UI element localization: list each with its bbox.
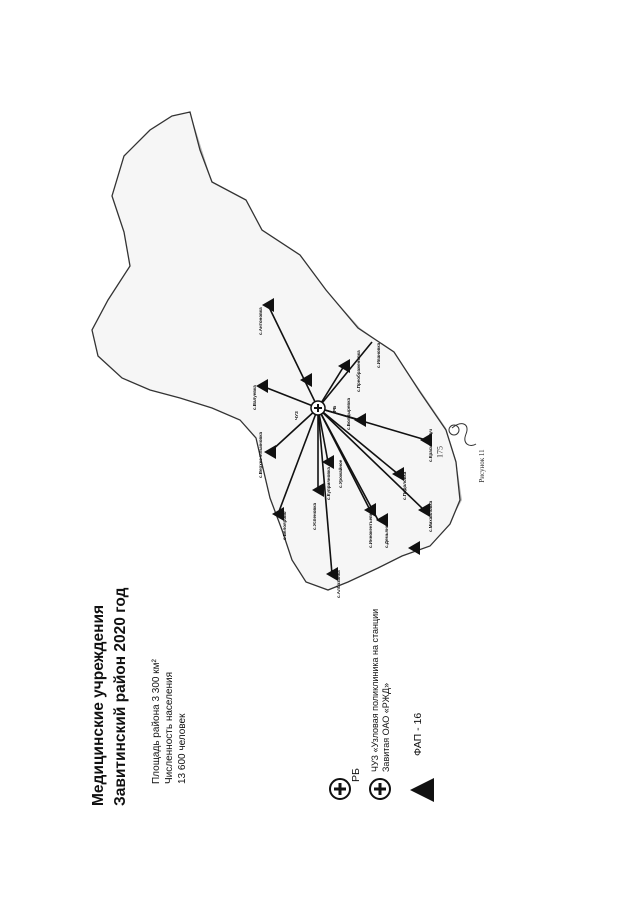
center-label-rb: РБ [332,405,337,412]
population-label: Численность населения [164,671,175,784]
legend-fap-icon [410,778,434,802]
title-line-1: Медицинские учреждения [90,604,107,806]
village-label: с.Михайловка [428,500,433,532]
legend-polyclinic-line-1: ЧУЗ «Узловая поликлиника на станции [370,608,380,772]
legend-polyclinic-label [370,609,392,772]
village-label: с.Куприяновка [326,467,331,500]
village-label: с.Белоярово [282,511,287,540]
village-label: с.Албазинка [336,570,341,598]
legend-rb-label: РБ [350,768,362,782]
rb-center-marker [311,401,325,415]
legend-polyclinic-icon [370,779,390,799]
title-line-2: Завитинский район 2020 год [112,587,129,806]
village-label: с.Болдыревка [346,398,351,430]
population-value: 13 600 человек [177,713,188,784]
village-label: с.Ивановка [376,342,381,368]
village-label: с.Урожайное [338,459,343,488]
legend-fap-label: ФАП - 16 [412,712,424,756]
village-label: с.Красный Луч [428,428,433,462]
center-label-chuz: ЧУЗ [294,411,299,420]
area-text: Площадь района 3 300 км² [151,659,162,784]
district-info [150,659,189,784]
page-number: 175 [435,446,445,458]
village-label: с.Валуевка [252,385,257,410]
legend-polyclinic-line-2: Завитая ОАО «РЖД» [381,682,391,772]
village-label: с.Успеновка [312,503,317,530]
figure-caption: Рисунок 11 [478,449,486,483]
village-label: с.Преображеновка [356,350,361,392]
page-title [88,587,132,806]
district-boundary [92,112,460,590]
village-label: с.Демьяновка [384,516,389,548]
village-label: с.Иннокентьевка [368,510,373,548]
village-label: с.Подоловка [402,471,407,500]
village-label: с.Антоновка [258,307,263,335]
legend-rb-icon [330,779,350,799]
village-label: с.Верхне-Ильиновка [258,431,263,478]
